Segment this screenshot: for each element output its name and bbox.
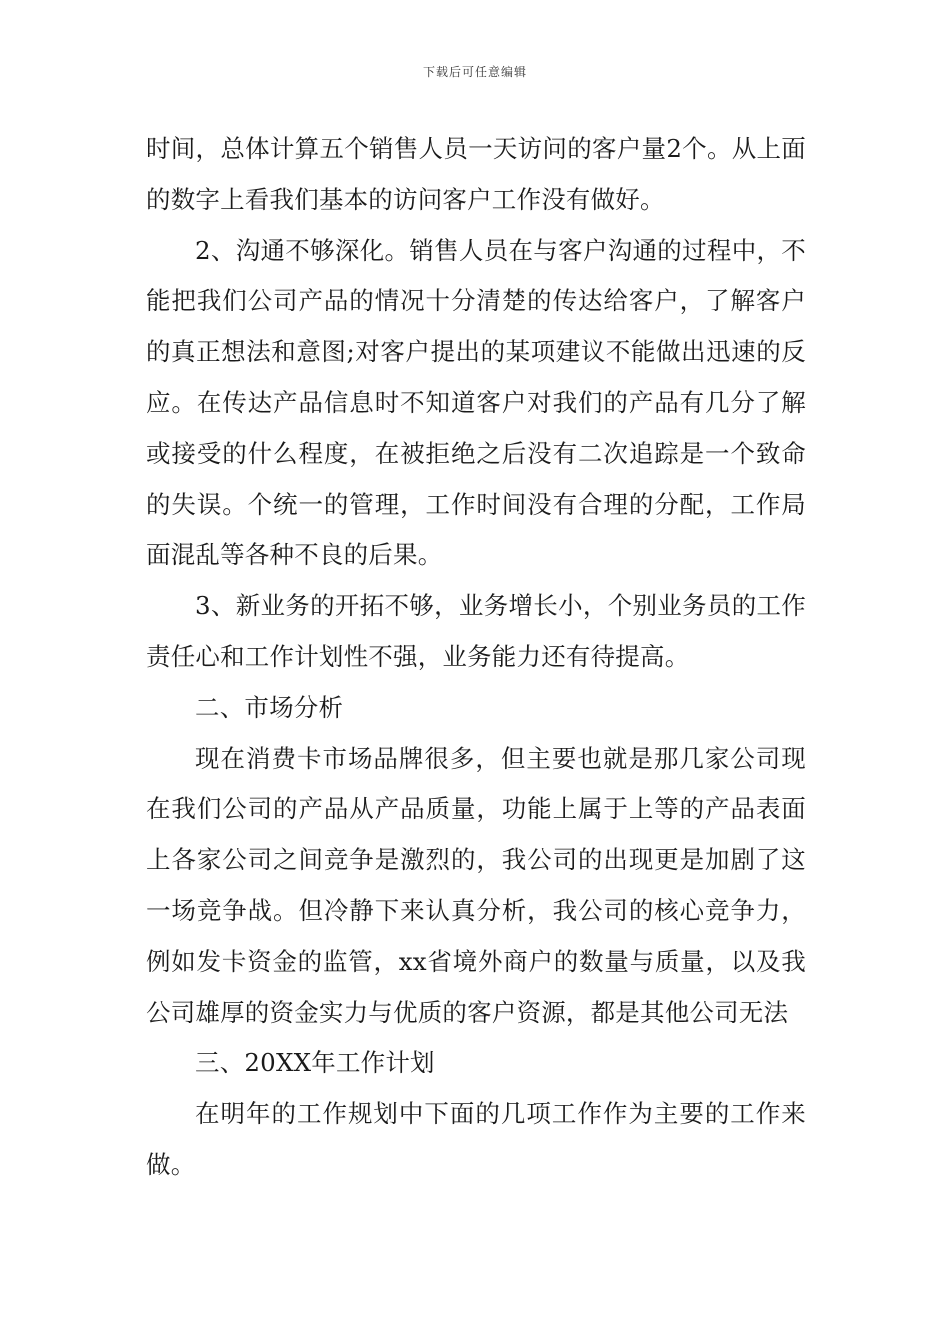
document-body bbox=[146, 124, 806, 1191]
paragraph-work-plan: 在明年的工作规划中下面的几项工作作为主要的工作来做。 bbox=[146, 1099, 806, 1179]
paragraph-new-business-issue: 3、新业务的开拓不够，业务增长小，个别业务员的工作责任心和工作计划性不强，业务能力还有待提高。 bbox=[146, 591, 806, 671]
section-heading-work-plan: 三、20XX年工作计划 bbox=[195, 1048, 435, 1078]
page-header: 下载后可任意编辑 bbox=[422, 65, 527, 79]
paragraph-market-analysis: 现在消费卡市场品牌很多，但主要也就是那几家公司现在我们公司的产品从产品质量，功能上属于上等的产品表面上各家公司之间竞争是激烈的，我公司的出现更是加剧了这一场竞争战。但冷静下来认真分析，我公司的核心竞争力，例如发卡资金的监管，xx省境外商户的数量与质量，以及我公司雄厚的资金实力与优质的客户资源，都是其他公司无法 bbox=[146, 743, 806, 1027]
paragraph-communication-issue: 2、沟通不够深化。销售人员在与客户沟通的过程中，不能把我们公司产品的情况十分清楚的传达给客户，了解客户的真正想法和意图;对客户提出的某项建议不能做出迅速的反应。在传达产品信息时不知道客户对我们的产品有几分了解或接受的什么程度，在被拒绝之后没有二次追踪是一个致命的失误。个统一的管理，工作时间没有合理的分配，工作局面混乱等各种不良的后果。 bbox=[146, 235, 806, 570]
section-heading-market-analysis: 二、市场分析 bbox=[195, 692, 344, 722]
paragraph-visit-summary: 时间，总体计算五个销售人员一天访问的客户量2个。从上面的数字上看我们基本的访问客户工作没有做好。 bbox=[146, 134, 806, 214]
